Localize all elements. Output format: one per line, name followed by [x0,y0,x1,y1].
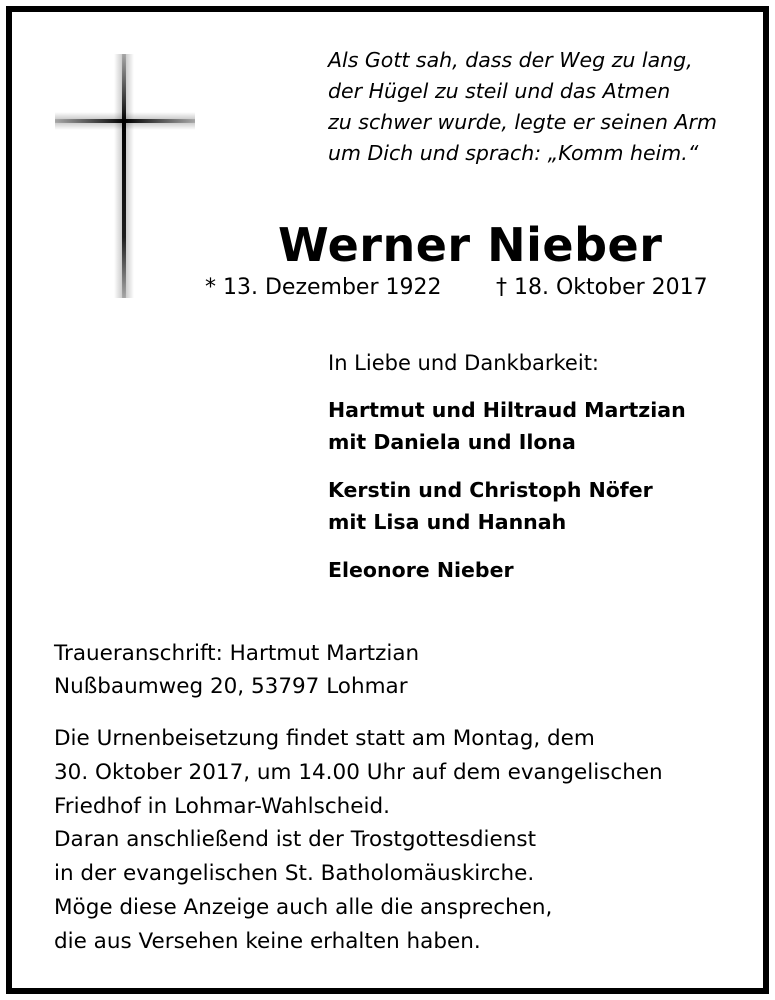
thanks-heading: In Liebe und Dankbarkeit: [328,351,600,375]
mourner-line: mit Daniela und Ilona [328,430,576,454]
death-date: † 18. Oktober 2017 [496,275,708,300]
deceased-name: Werner Nieber [278,218,663,272]
announcement-line: in der evangelischen St. Batholomäuskirche. [54,861,535,886]
announcement-line: Die Urnenbeisetzung findet statt am Montag, dem [54,726,595,751]
verse-line: der Hügel zu steil und das Atmen [328,79,671,103]
verse-line: zu schwer wurde, legte er seinen Arm [328,110,717,134]
announcement-line: Daran anschließend ist der Trostgottesdienst [54,827,537,852]
announcement-line: Möge diese Anzeige auch alle die ansprechen, [54,895,553,920]
announcement-line: die aus Versehen keine erhalten haben. [54,929,481,954]
announcement-line: Friedhof in Lohmar-Wahlscheid. [54,794,390,819]
verse-line: um Dich und sprach: „Komm heim.“ [328,141,699,165]
mourner-line: Hartmut und Hiltraud Martzian [328,398,686,422]
address-line: Nußbaumweg 20, 53797 Lohmar [54,674,408,699]
announcement-line: 30. Oktober 2017, um 14.00 Uhr auf dem evangelischen [54,760,663,785]
address-line: Traueranschrift: Hartmut Martzian [54,641,420,666]
mourner-line: mit Lisa und Hannah [328,510,567,534]
mourner-line: Eleonore Nieber [328,558,514,582]
mourner-line: Kerstin und Christoph Nöfer [328,478,653,502]
birth-date: * 13. Dezember 1922 [205,275,442,300]
verse-line: Als Gott sah, dass der Weg zu lang, [328,48,693,72]
